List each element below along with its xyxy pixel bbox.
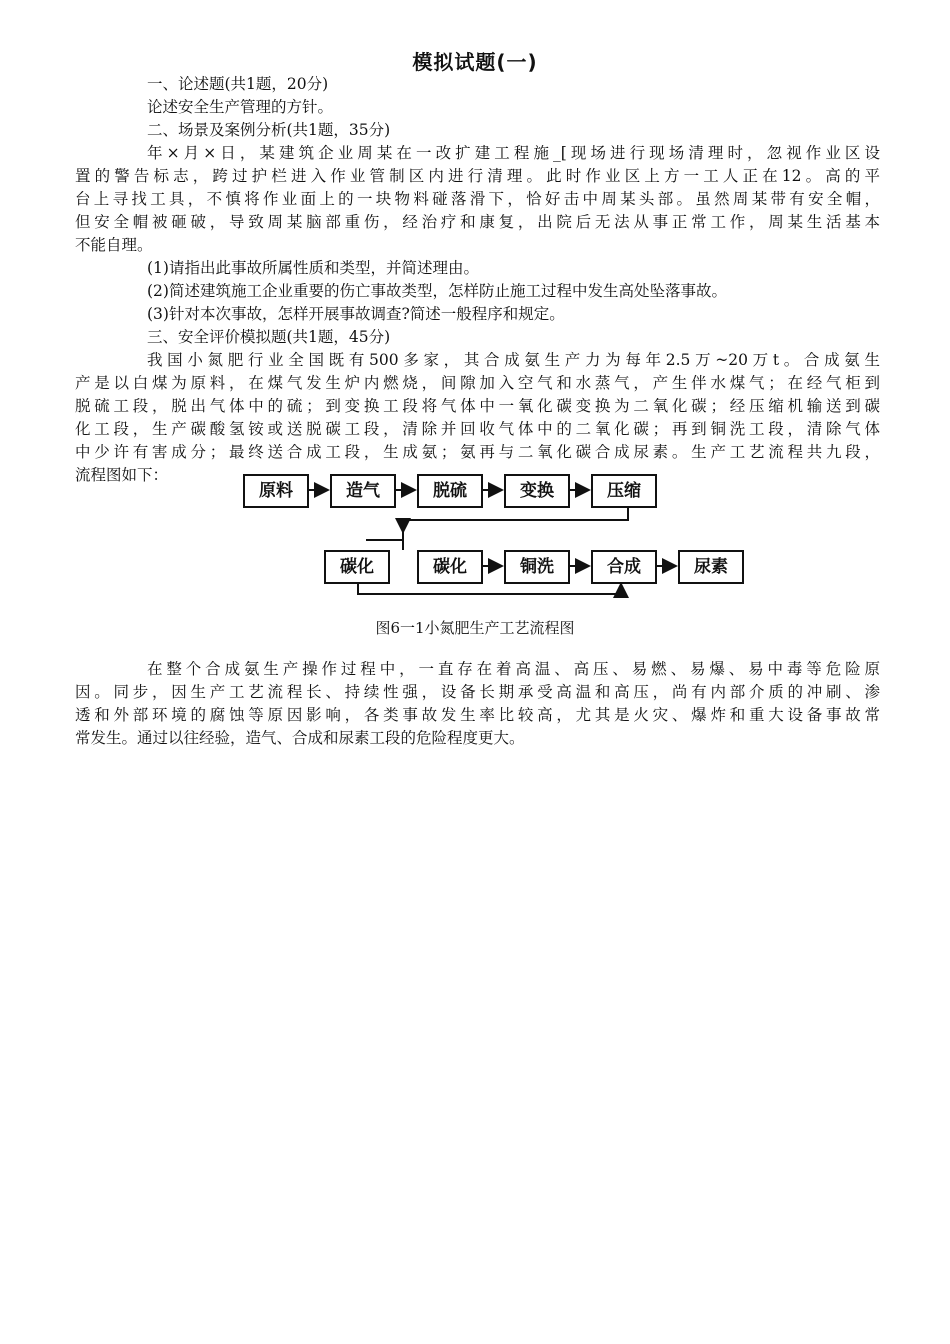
flow-box-conversion: 变换 (504, 474, 570, 508)
case-paragraph-line: 置的警告标志，跨过护栏进入作业管制区内进行清理。此时作业区上方一工人正在12。高的平 (75, 167, 880, 185)
flow-box-desulfurization: 脱硫 (417, 474, 483, 508)
section-heading-1: 一、论述题(共1题，20分) (147, 75, 329, 93)
evaluation-paragraph-line: 我国小氮肥行业全国既有500多家，其合成氨生产力为每年2.5万~20万t。合成氨生 (147, 351, 880, 369)
figure-caption: 图6一1小氮肥生产工艺流程图 (375, 619, 575, 637)
flow-box-raw-material: 原料 (243, 474, 309, 508)
question-text: 论述安全生产管理的方针。 (147, 98, 334, 116)
case-paragraph-line: 台上寻找工具，不慎将作业面上的一块物料碰落滑下，恰好击中周某头部。虽然周某带有安全帽， (75, 190, 880, 208)
process-flow-diagram (238, 470, 758, 600)
page-title: 模拟试题(一) (412, 50, 538, 74)
section-heading-3: 三、安全评价模拟题(共1题，45分) (147, 328, 391, 346)
flow-box-copper-wash: 铜洗 (504, 550, 570, 584)
flow-box-synthesis: 合成 (591, 550, 657, 584)
flow-box-gasification: 造气 (330, 474, 396, 508)
section-heading-2: 二、场景及案例分析(共1题，35分) (147, 121, 391, 139)
hazard-paragraph-line: 因。同步，因生产工艺流程长、持续性强，设备长期承受高温和高压，尚有内部介质的冲刷、渗 (75, 683, 880, 701)
sub-question-3: (3)针对本次事故，怎样开展事故调查?简述一般程序和规定。 (147, 305, 565, 323)
flow-box-compression: 压缩 (591, 474, 657, 508)
evaluation-paragraph-line: 流程图如下： (75, 466, 169, 484)
evaluation-paragraph-line: 化工段，生产碳酸氢铵或送脱碳工段，清除并回收气体中的二氧化碳；再到铜洗工段，清除气体 (75, 420, 880, 438)
flow-box-carbonization-2: 碳化 (417, 550, 483, 584)
flow-box-carbonization-1: 碳化 (324, 550, 390, 584)
sub-question-2: (2)简述建筑施工企业重要的伤亡事故类型，怎样防止施工过程中发生高处坠落事故。 (147, 282, 727, 300)
flow-box-urea: 尿素 (678, 550, 744, 584)
hazard-paragraph-line: 在整个合成氨生产操作过程中，一直存在着高温、高压、易燃、易爆、易中毒等危险原 (147, 660, 880, 678)
case-paragraph-line: 年×月×日，某建筑企业周某在一改扩建工程施_[现场进行现场清理时，忽视作业区设 (147, 144, 880, 162)
evaluation-paragraph-line: 产是以白煤为原料，在煤气发生炉内燃烧，间隙加入空气和水蒸气，产生伴水煤气；在经气柜到 (75, 374, 880, 392)
case-paragraph-line: 不能自理。 (75, 236, 153, 254)
evaluation-paragraph-line: 中少许有害成分；最终送合成工段，生成氨；氨再与二氧化碳合成尿素。生产工艺流程共九段， (75, 443, 880, 461)
case-paragraph-line: 但安全帽被砸破，导致周某脑部重伤，经治疗和康复，出院后无法从事正常工作，周某生活基本 (75, 213, 880, 231)
evaluation-paragraph-line: 脱硫工段，脱出气体中的硫；到变换工段将气体中一氧化碳变换为二氧化碳；经压缩机输送到碳 (75, 397, 880, 415)
hazard-paragraph-line: 透和外部环境的腐蚀等原因影响，各类事故发生率比较高，尤其是火灾、爆炸和重大设备事故常 (75, 706, 880, 724)
hazard-paragraph-line: 常发生。通过以往经验，造气、合成和尿素工段的危险程度更大。 (75, 729, 525, 747)
sub-question-1: (1)请指出此事故所属性质和类型，并简述理由。 (147, 259, 479, 277)
